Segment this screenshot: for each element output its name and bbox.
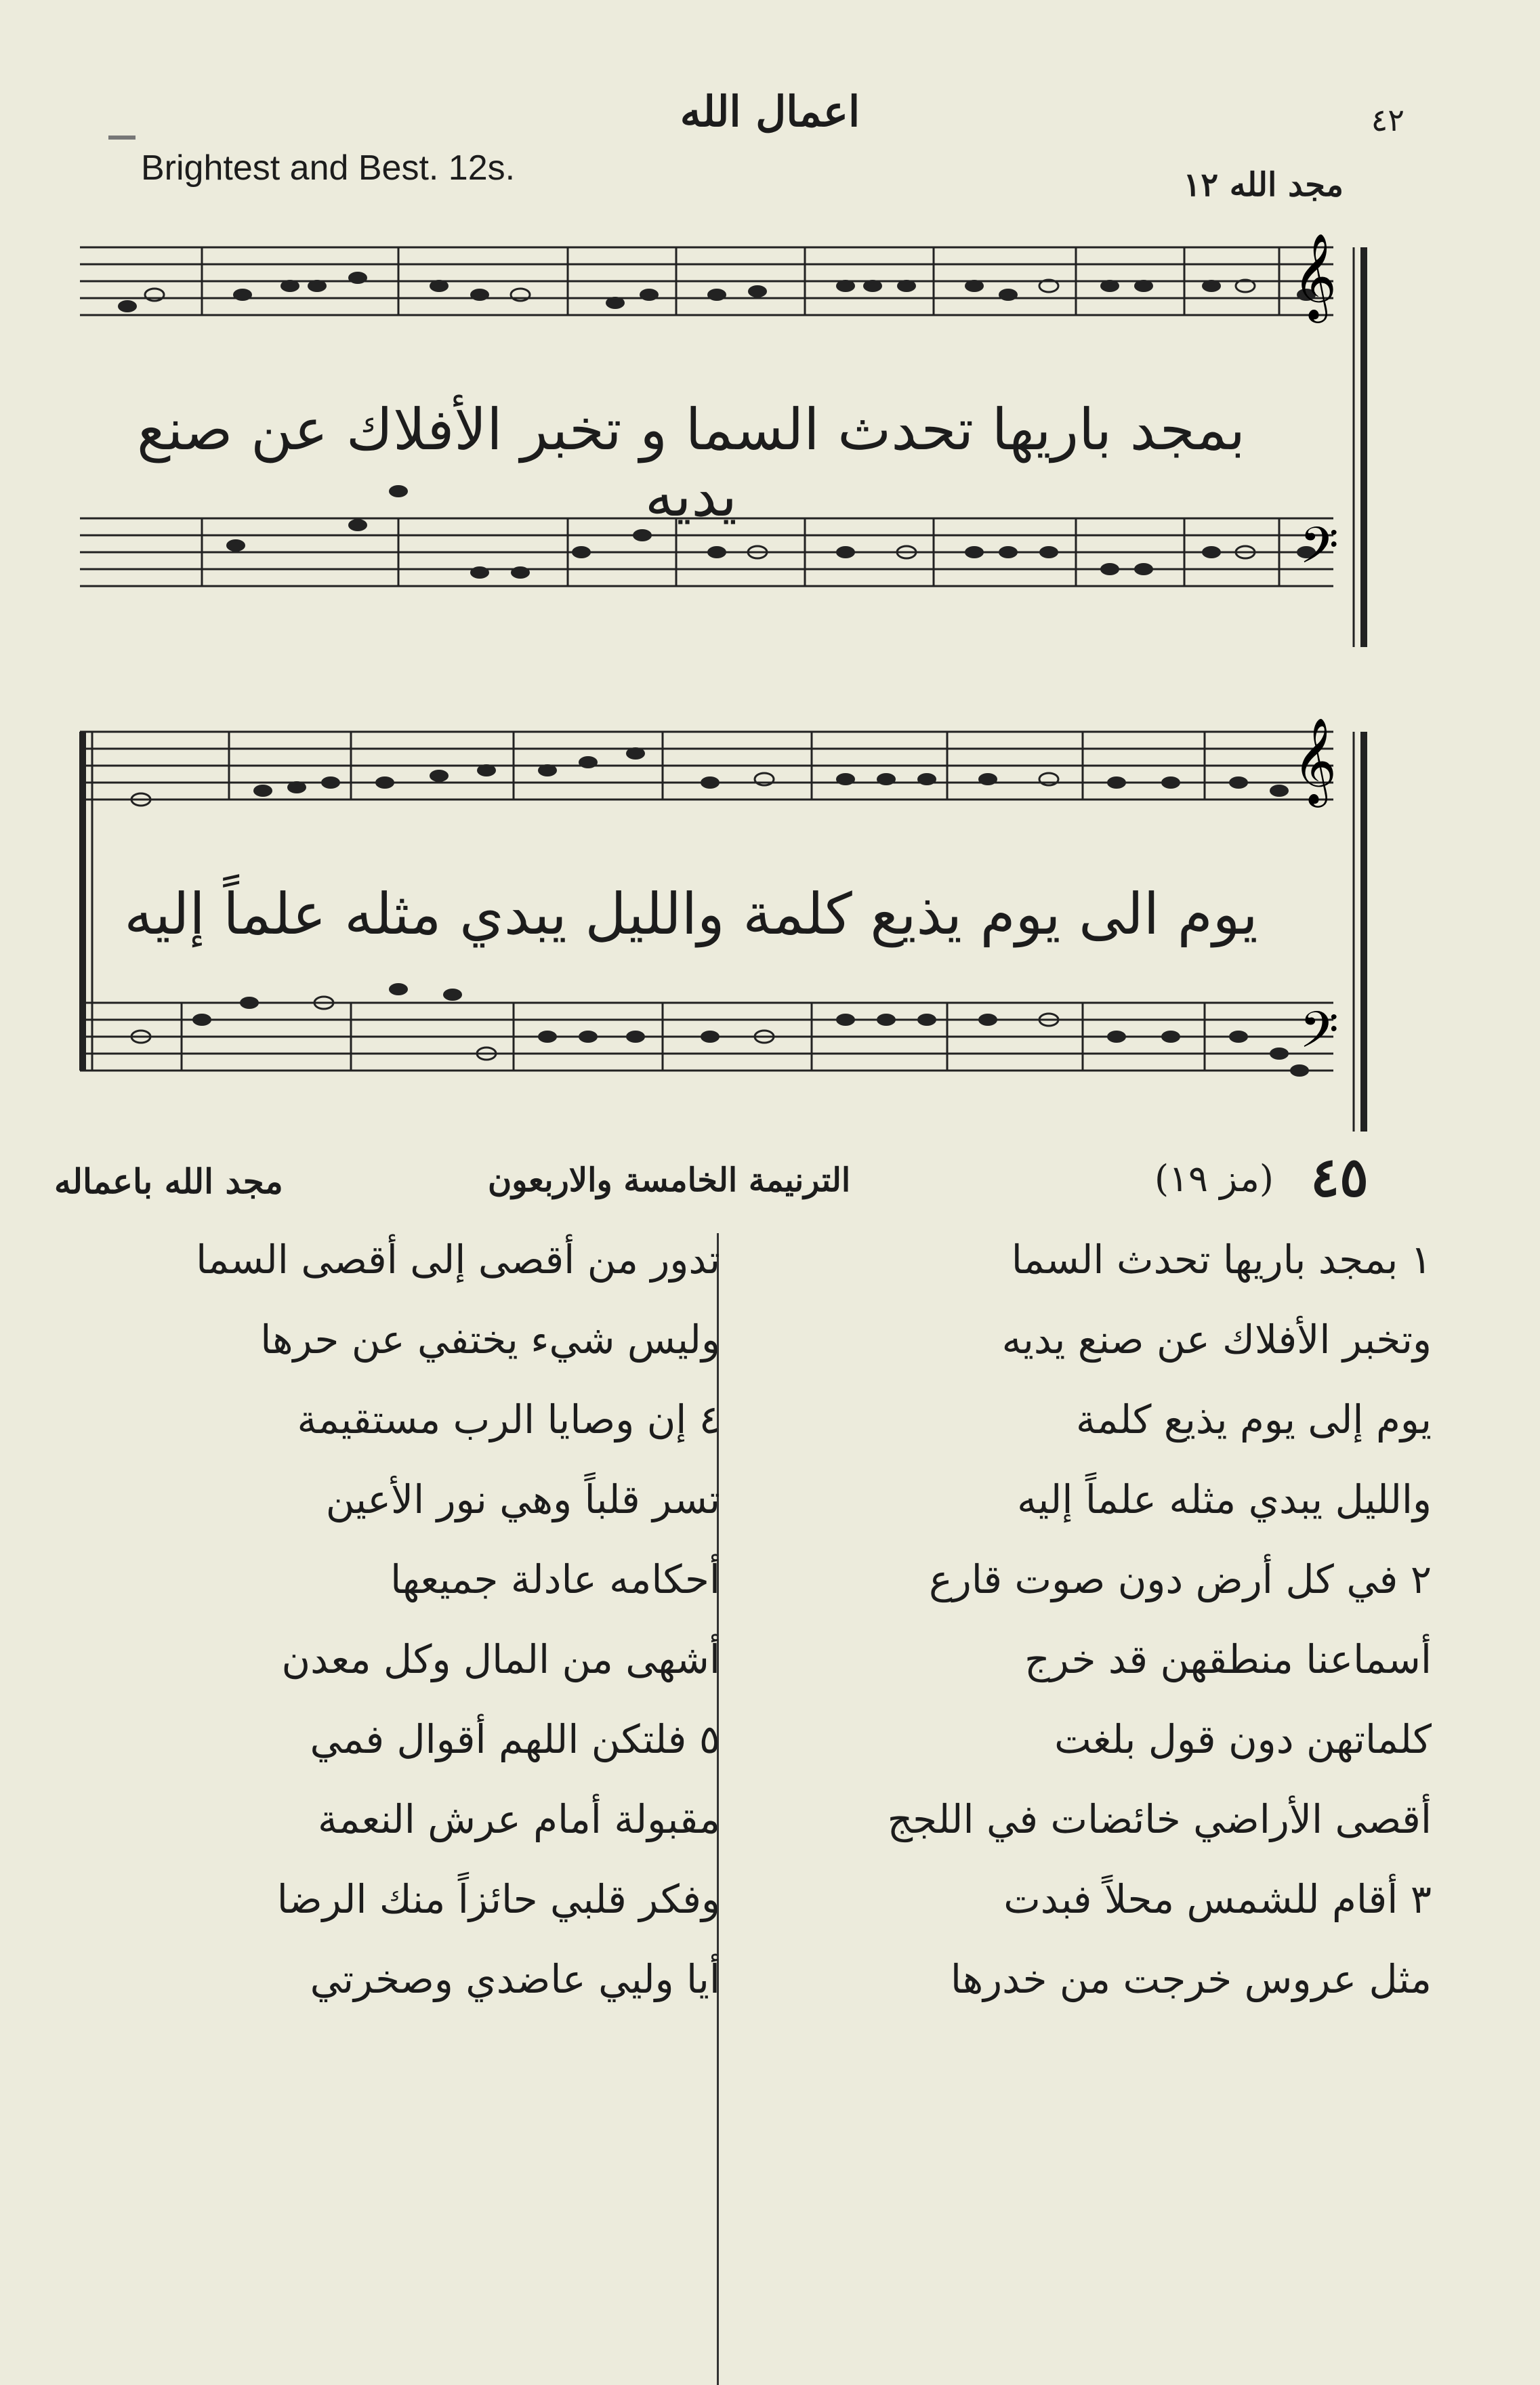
verse-line: ٥ فلتكن اللهم أقوال فمي	[310, 1716, 720, 1762]
treble-clef: 𝄞	[1293, 718, 1337, 804]
bass-clef: 𝄢	[1299, 1001, 1339, 1072]
verse-line: والليل يبدي مثله علماً إليه	[1017, 1476, 1432, 1522]
lyric-line-1: بمجد باريها تحدث السما و تخبر الأفلاك عن صنع يديه	[137, 396, 1245, 529]
verse-column-right	[835, 1220, 1432, 2019]
verse-line: أحكامه عادلة جميعها	[390, 1556, 720, 1602]
verse-line: وتخبر الأفلاك عن صنع يديه	[1001, 1316, 1432, 1363]
verse-line: أسماعنا منطقهن قد خرج	[1024, 1636, 1432, 1682]
verse-line: كلماتهن دون قول بلغت	[1054, 1716, 1432, 1762]
tune-name: Brightest and Best. 12s.	[141, 148, 516, 188]
verse-line: تسر قلباً وهي نور الأعين	[325, 1476, 720, 1522]
hymn-heading	[54, 1145, 1369, 1213]
verse-line: وليس شيء يختفي عن حرها	[260, 1316, 720, 1363]
lyric-line-2: يوم الى يوم يذيع كلمة والليل يبدي مثله علماً إليه	[124, 881, 1258, 947]
psalm-reference: (مز ١٩)	[1154, 1157, 1274, 1200]
verse-line: أيا وليي عاضدي وصخرتي	[310, 1956, 720, 2002]
verse-line: ٤ إن وصايا الرب مستقيمة	[297, 1396, 720, 1443]
verse-line: أقصى الأراضي خائضات في اللجج	[887, 1796, 1432, 1842]
verse-line: أشهى من المال وكل معدن	[281, 1636, 720, 1682]
treble-clef: 𝄞	[1293, 234, 1337, 319]
hymn-reference: مجد الله ١٢	[1183, 166, 1344, 204]
bass-clef: 𝄢	[1299, 516, 1339, 587]
verse-line: مقبولة أمام عرش النعمة	[317, 1796, 720, 1842]
verse-line: ٢ في كل أرض دون صوت قارع	[929, 1556, 1432, 1602]
verse-line: وفكر قلبي حائزاً منك الرضا	[276, 1876, 720, 1922]
hymn-number: ٤٥	[1310, 1145, 1369, 1209]
verse-line: تدور من أقصى إلى أقصى السما	[196, 1237, 720, 1283]
hymn-subtitle: الترنيمة الخامسة والاربعون	[488, 1161, 851, 1199]
verse-column-left	[70, 1220, 720, 2019]
page-number: ٤٢	[1371, 102, 1404, 138]
page-title: اعمال الله	[680, 87, 860, 136]
verse-line: ١ بمجد باريها تحدث السما	[1011, 1237, 1432, 1283]
verse-line: مثل عروس خرجت من خدرها	[950, 1956, 1432, 2002]
verse-line: ٣ أقام للشمس محلاً فبدت	[1003, 1876, 1432, 1922]
hymn-topic: مجد الله باعماله	[54, 1161, 283, 1201]
verse-line: يوم إلى يوم يذيع كلمة	[1076, 1396, 1432, 1443]
